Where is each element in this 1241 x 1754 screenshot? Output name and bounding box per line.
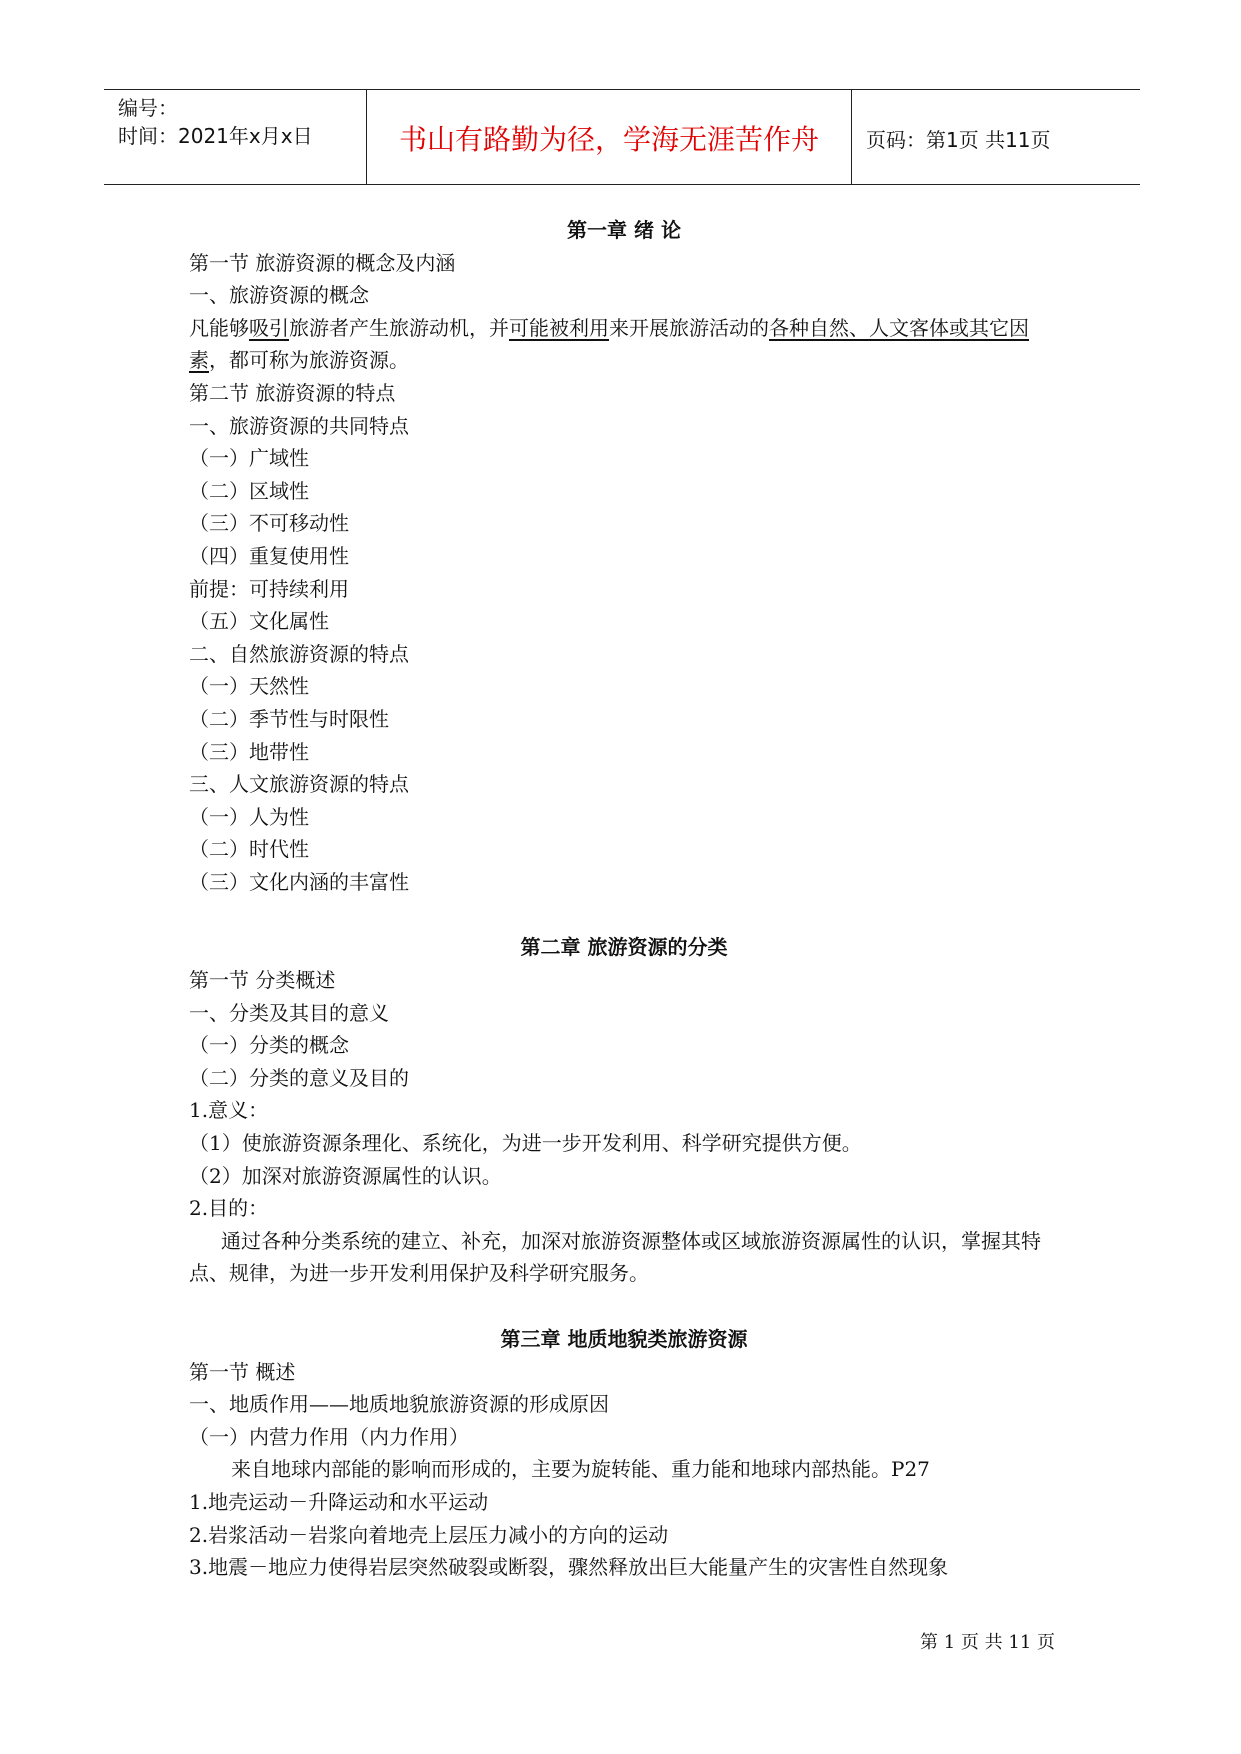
header-info-cell xyxy=(104,90,367,184)
header-motto-cell xyxy=(367,90,852,184)
list-item: 1.地壳运动－升降运动和水平运动 xyxy=(189,1489,489,1514)
list-item: （二）季节性与时限性 xyxy=(189,706,389,731)
chapter-3-title: 第三章 地质地貌类旅游资源 xyxy=(500,1327,748,1351)
list-item: （二）区域性 xyxy=(189,478,309,503)
list-item: 前提：可持续利用 xyxy=(189,576,349,601)
document-body xyxy=(189,214,1059,1584)
list-item: 2.岩浆活动－岩浆向着地壳上层压力减小的方向的运动 xyxy=(189,1522,669,1547)
list-item: 1.意义： xyxy=(189,1098,269,1123)
list-item: （四）重复使用性 xyxy=(189,543,349,568)
list-item: （三）地带性 xyxy=(189,739,309,764)
list-item: 一、分类及其目的意义 xyxy=(189,1000,389,1025)
list-item: （一）天然性 xyxy=(189,674,309,699)
list-item: （1）使旅游资源条理化、系统化，为进一步开发利用、科学研究提供方便。 xyxy=(189,1131,862,1156)
time-label: 时间：2021年x月x日 xyxy=(118,124,313,148)
list-item: 2.目的： xyxy=(189,1196,269,1221)
list-item: （一）分类的概念 xyxy=(189,1033,349,1058)
definition-text: 旅游者产生旅游动机，并 xyxy=(289,315,509,340)
list-item: 一、地质作用——地质地貌旅游资源的形成原因 xyxy=(189,1392,609,1417)
list-item: （2）加深对旅游资源属性的认识。 xyxy=(189,1163,502,1188)
underlined-term: 可能被利用 xyxy=(509,315,609,340)
header-table xyxy=(104,89,1140,185)
list-item: （二）时代性 xyxy=(189,837,309,862)
definition-text: 来开展旅游活动的 xyxy=(609,315,769,340)
list-item: （二）分类的意义及目的 xyxy=(189,1065,409,1090)
section-heading: 第一节 旅游资源的概念及内涵 xyxy=(189,250,456,275)
list-item: 一、旅游资源的共同特点 xyxy=(189,413,409,438)
section-heading: 第二节 旅游资源的特点 xyxy=(189,380,396,405)
page-number-label: 页码：第1页 共11页 xyxy=(866,128,1051,152)
section-heading: 第一节 概述 xyxy=(189,1359,296,1384)
purpose-paragraph: 通过各种分类系统的建立、补充，加深对旅游资源整体或区域旅游资源属性的认识，掌握其特点、规律，为进一步开发利用保护及科学研究服务。 xyxy=(189,1228,1041,1286)
list-item: （三）文化内涵的丰富性 xyxy=(189,869,409,894)
list-item: （五）文化属性 xyxy=(189,609,329,634)
list-item: （一）广域性 xyxy=(189,446,309,471)
number-label: 编号： xyxy=(118,96,178,120)
definition-text: ，都可称为旅游资源。 xyxy=(209,348,409,373)
page-footer: 第 1 页 共 11 页 xyxy=(920,1632,1055,1653)
list-item: （一）人为性 xyxy=(189,804,309,829)
chapter-2-title: 第二章 旅游资源的分类 xyxy=(520,935,728,960)
motto-text: 书山有路勤为径，学海无涯苦作舟 xyxy=(398,123,819,156)
section-heading: 第一节 分类概述 xyxy=(189,968,336,993)
chapter-1-title: 第一章 绪 论 xyxy=(567,218,681,242)
list-item: （一）内营力作用（内力作用） xyxy=(189,1424,469,1449)
definition-text: 凡能够 xyxy=(189,315,249,340)
underlined-term: 各种自然、人文客体或其它因素 xyxy=(189,315,1029,373)
definition-paragraph xyxy=(189,312,1059,377)
list-item: 3.地震－地应力使得岩层突然破裂或断裂，骤然释放出巨大能量产生的灾害性自然现象 xyxy=(189,1555,949,1580)
list-item: 二、自然旅游资源的特点 xyxy=(189,641,409,666)
list-item: 一、旅游资源的概念 xyxy=(189,283,369,308)
list-item: （三）不可移动性 xyxy=(189,511,349,536)
header-page-cell xyxy=(852,90,1140,184)
underlined-term: 吸引 xyxy=(249,315,289,340)
list-item: 三、人文旅游资源的特点 xyxy=(189,772,409,797)
explanation-paragraph: 来自地球内部能的影响而形成的，主要为旋转能、重力能和地球内部热能。P27 xyxy=(231,1457,930,1482)
